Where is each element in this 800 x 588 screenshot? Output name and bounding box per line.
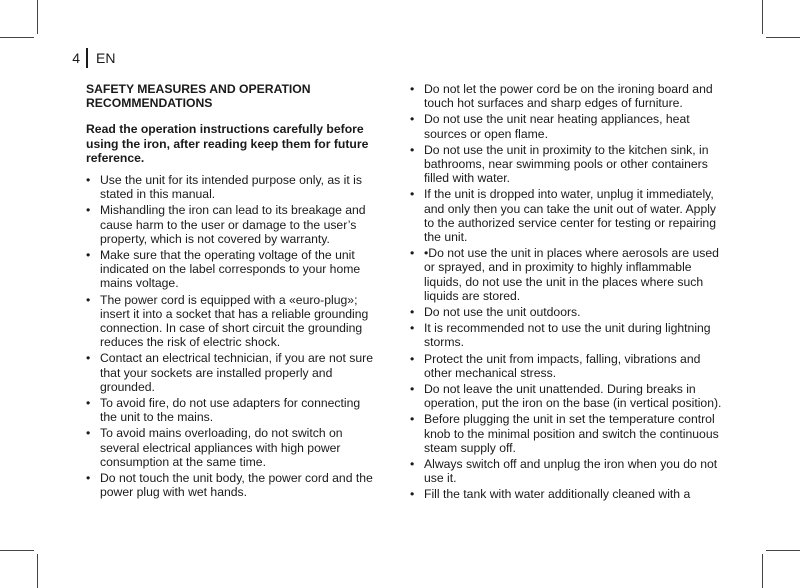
language-label: EN xyxy=(96,50,116,66)
crop-mark-top-right xyxy=(762,0,763,34)
crop-mark-bottom-right xyxy=(762,554,763,588)
list-item: • Do not leave the unit unattended. During breaks in operation, put the iron on the base (in vertical position). xyxy=(410,382,722,410)
left-column xyxy=(86,82,380,501)
list-item: • Mishandling the iron can lead to its breakage and cause harm to the user or damage to the user’s property, which is not covered by warranty. xyxy=(86,203,380,246)
crop-mark-bottom-left xyxy=(37,554,38,588)
list-item: • Do not use the unit outdoors. xyxy=(410,305,722,319)
section-title: SAFETY MEASURES AND OPERATION RECOMMENDATIONS xyxy=(86,82,311,111)
list-item: • Always switch off and unplug the iron when you do not use it. xyxy=(410,457,722,485)
list-item: • Do not touch the unit body, the power cord and the power plug with wet hands. xyxy=(86,471,380,499)
list-item: • Before plugging the unit in set the temperature control knob to the minimal position and switch the continuous steam supply off. xyxy=(410,412,722,455)
list-item: • Protect the unit from impacts, falling, vibrations and other mechanical stress. xyxy=(410,352,722,380)
right-bullet-list xyxy=(410,82,722,502)
list-item: • To avoid fire, do not use adapters for connecting the unit to the mains. xyxy=(86,396,380,424)
crop-mark-top-right-h xyxy=(766,37,800,38)
list-item: • Contact an electrical technician, if you are not sure that your sockets are installed properly and grounded. xyxy=(86,351,380,394)
list-item: • It is recommended not to use the unit during lightning storms. xyxy=(410,321,722,349)
header-divider xyxy=(86,48,88,68)
crop-mark-bottom-left-h xyxy=(0,550,34,551)
list-item: • The power cord is equipped with a «euro-plug»; insert it into a socket that has a reliable grounding connection. In case of short circuit the grounding reduces the risk of electric shock. xyxy=(86,293,380,350)
list-item: • Do not use the unit in proximity to the kitchen sink, in bathrooms, near swimming pools or other containers filled with water. xyxy=(410,143,722,186)
intro-text: Read the operation instructions carefully before using the iron, after reading keep them for future reference. xyxy=(86,122,369,165)
crop-mark-top-left xyxy=(37,0,38,34)
crop-mark-top-left-h xyxy=(0,37,34,38)
list-item: • •Do not use the unit in places where aerosols are used or sprayed, and in proximity to highly inflammable liquids, do not use the unit in the places where such liquids are stored. xyxy=(410,246,722,303)
right-column xyxy=(410,82,722,504)
list-item: • Do not let the power cord be on the ironing board and touch hot surfaces and sharp edges of furniture. xyxy=(410,82,722,110)
list-item: • To avoid mains overloading, do not switch on several electrical appliances with high power consumption at the same time. xyxy=(86,426,380,469)
page-number: 4 xyxy=(72,50,80,66)
list-item: • Do not use the unit near heating appliances, heat sources or open flame. xyxy=(410,112,722,140)
list-item: • Use the unit for its intended purpose only, as it is stated in this manual. xyxy=(86,173,380,201)
page-header xyxy=(62,48,115,68)
left-bullet-list xyxy=(86,173,380,499)
list-item: • If the unit is dropped into water, unplug it immediately, and only then you can take the unit out of water. Apply to the authorized service center for testing or repairing the unit. xyxy=(410,187,722,244)
list-item: • Fill the tank with water additionally cleaned with a xyxy=(410,487,722,501)
crop-mark-bottom-right-h xyxy=(766,550,800,551)
list-item: • Make sure that the operating voltage of the unit indicated on the label corresponds to your home mains voltage. xyxy=(86,248,380,291)
